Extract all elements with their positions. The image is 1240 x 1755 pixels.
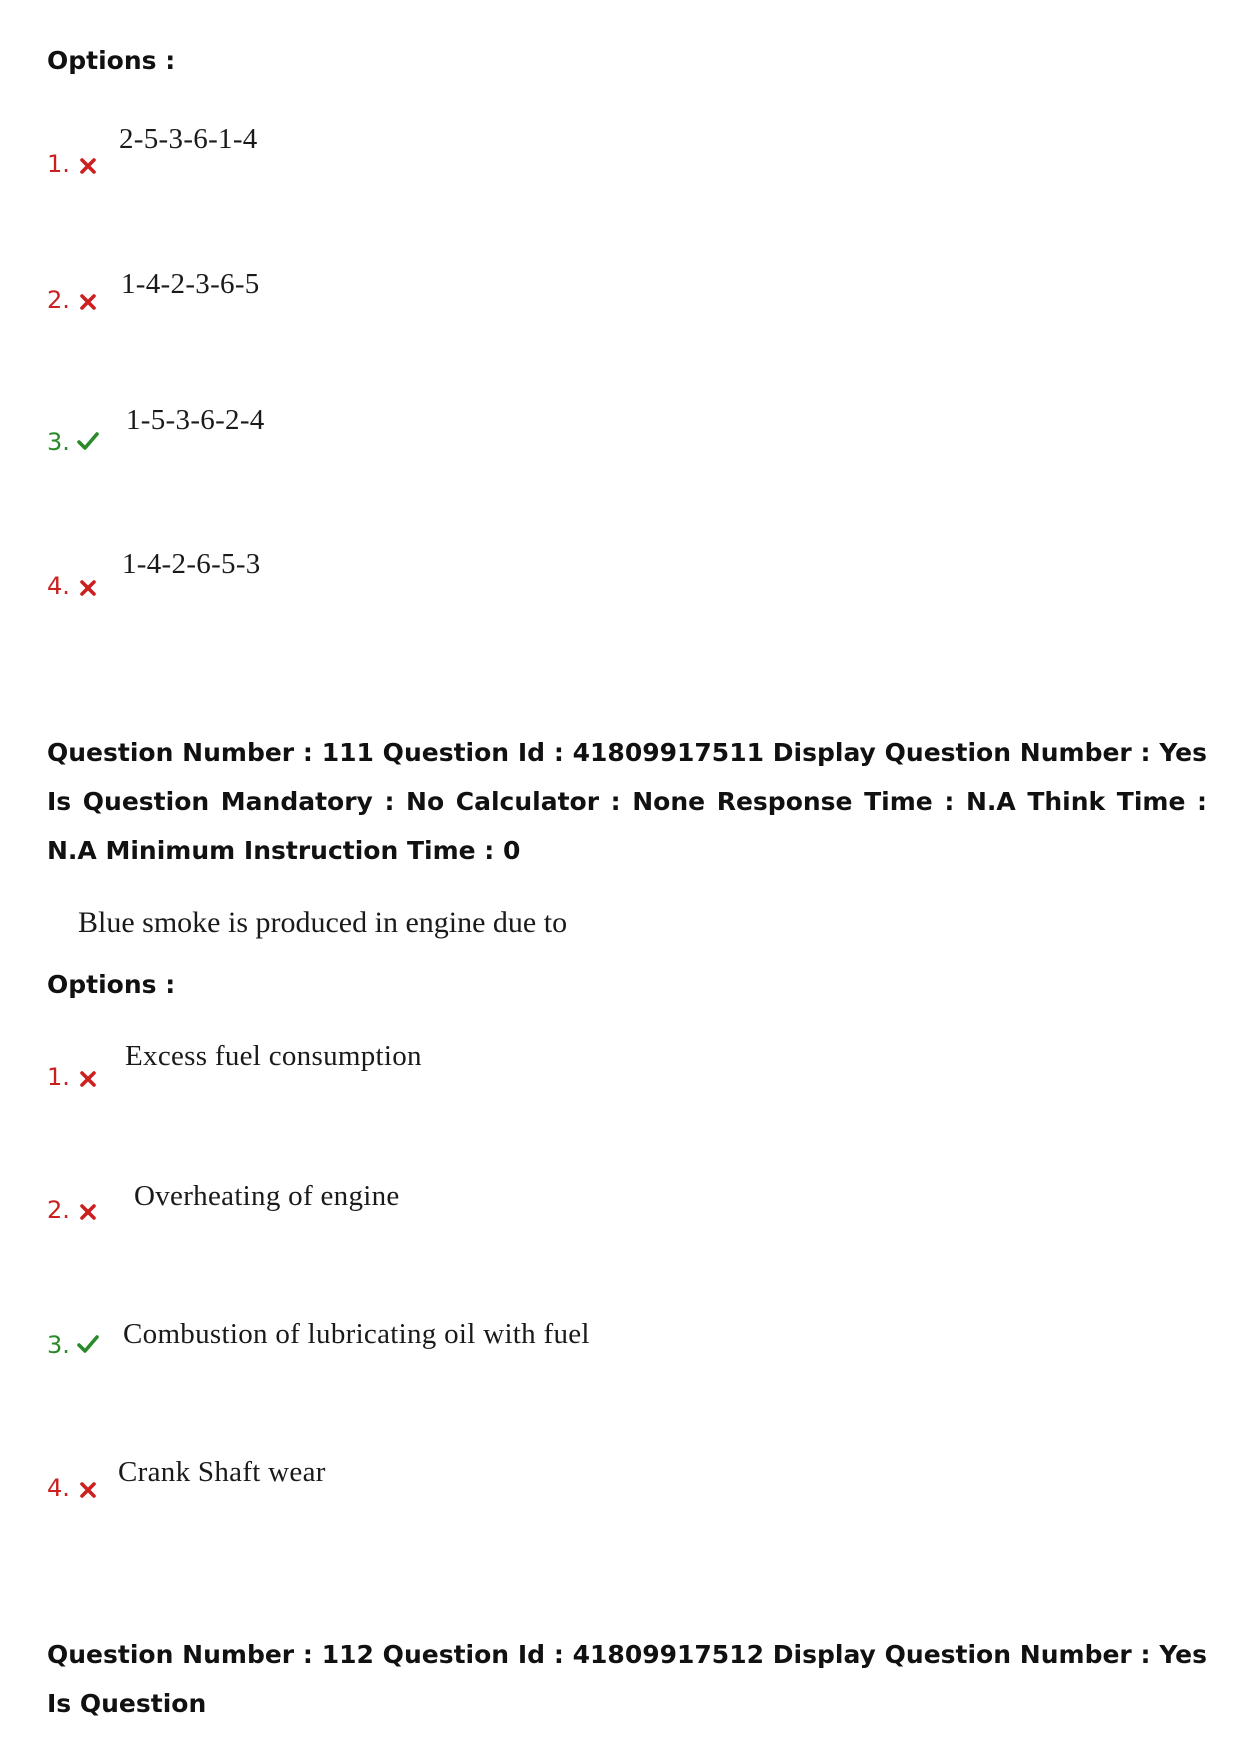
option-number: 4. xyxy=(47,1474,70,1502)
question-meta: Question Number : 111 Question Id : 41809917511 Display Question Number : Yes Is Question Mandatory : No Calculator : None Response Time : N.A Think Time : N.A Minimum Instruction Time : 0 xyxy=(47,738,1207,865)
option-number: 4. xyxy=(47,572,70,600)
option-text: 1-4-2-6-5-3 xyxy=(122,548,261,580)
option-number: 3. xyxy=(47,428,70,456)
question-meta: Question Number : 112 Question Id : 41809917512 Display Question Number : Yes Is Question xyxy=(47,1640,1207,1718)
cross-icon xyxy=(78,1069,98,1089)
option-number: 3. xyxy=(47,1331,70,1359)
cross-icon xyxy=(78,156,98,176)
option-text: Crank Shaft wear xyxy=(118,1456,326,1488)
options-heading: Options : xyxy=(47,46,176,75)
cross-icon xyxy=(78,1480,98,1500)
cross-icon xyxy=(78,1202,98,1222)
option-text: 1-5-3-6-2-4 xyxy=(126,404,265,436)
option-text: Combustion of lubricating oil with fuel xyxy=(123,1318,590,1350)
option-number: 1. xyxy=(47,1063,70,1091)
option-text: 2-5-3-6-1-4 xyxy=(119,123,258,155)
option-number: 2. xyxy=(47,1196,70,1224)
options-heading: Options : xyxy=(47,970,176,999)
option-text: 1-4-2-3-6-5 xyxy=(121,268,260,300)
check-icon xyxy=(76,430,100,452)
cross-icon xyxy=(78,578,98,598)
option-number: 2. xyxy=(47,286,70,314)
cross-icon xyxy=(78,292,98,312)
option-text: Excess fuel consumption xyxy=(125,1040,422,1072)
option-text: Overheating of engine xyxy=(134,1180,400,1212)
check-icon xyxy=(76,1333,100,1355)
question-text: Blue smoke is produced in engine due to xyxy=(78,906,568,939)
option-number: 1. xyxy=(47,150,70,178)
